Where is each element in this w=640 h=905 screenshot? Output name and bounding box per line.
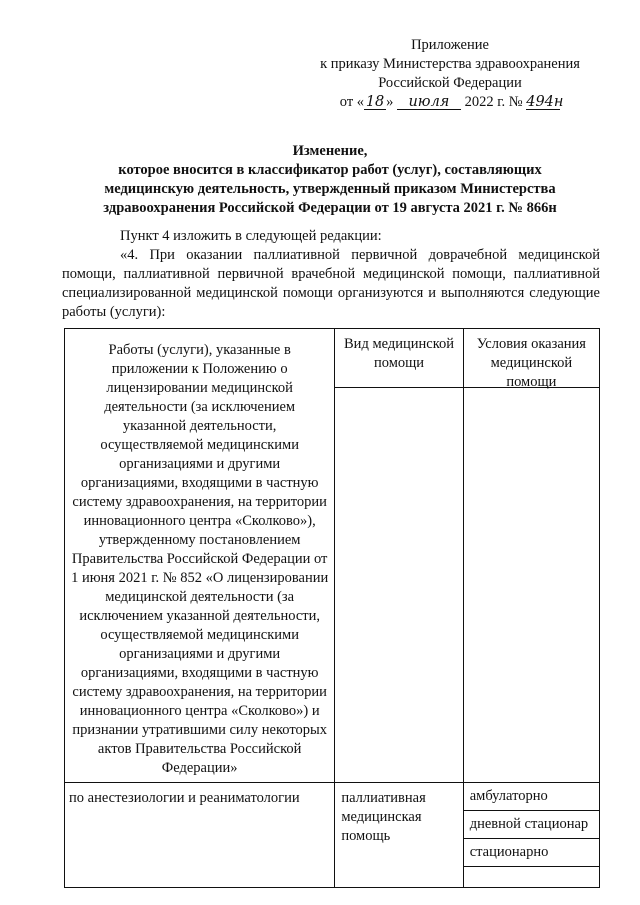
row-type-text: паллиативная медицинская помощь <box>341 790 426 844</box>
header-works-text: Работы (услуги), указанные в приложении к Положению о лицензировании медицинской деятельности (за исключением указанной деятельности, осуществляемой медицинскими организациями и другими организациями, входящими в частную систему здравоохранения, на территории инновационного центра «Сколково»), утвержденному постановлением Правительства Российской Федерации от 1 июня 2021 г. № 852 «О лицензировании медицинской деятельности (за исключением указанной деятельности, осуществляемой медицинскими организациями и другими организациями, входящими в частную систему здравоохранения, на территории инновационного центра «Сколково») и признании утратившими силу некоторых актов Правительства Российской Федерации» <box>71 342 329 776</box>
row-work-cell <box>65 783 335 888</box>
condition-inpatient: стационарно <box>469 844 549 860</box>
handwritten-month: июля <box>397 95 461 110</box>
table-row <box>65 783 600 811</box>
paragraph-intro: Пункт 4 изложить в следующей редакции: <box>120 228 382 244</box>
document-title <box>60 142 600 218</box>
table-header-row <box>65 329 600 783</box>
condition-cell-1 <box>463 783 599 811</box>
title-line-4: здравоохранения Российской Федерации от 19 августа 2021 г. № 866н <box>103 200 557 216</box>
header-cell-works <box>65 329 335 783</box>
appendix-block <box>300 36 600 112</box>
condition-cell-empty <box>463 867 599 888</box>
appendix-title: Приложение <box>411 37 489 53</box>
condition-cell-2 <box>463 811 599 839</box>
year-text: 2022 г. № <box>464 94 523 110</box>
appendix-country: Российской Федерации <box>378 75 522 91</box>
order-date-line <box>300 93 600 112</box>
condition-ambulatory: амбулаторно <box>469 788 548 804</box>
header-cell-conditions <box>463 329 599 783</box>
condition-day-hospital: дневной стационар <box>469 816 589 832</box>
header-type-text: Вид медицинской помощи <box>344 336 455 371</box>
header-cell-type <box>335 329 463 783</box>
works-table <box>64 328 600 888</box>
header-type-box <box>335 329 462 388</box>
handwritten-order-number: 494н <box>526 94 564 110</box>
row-type-cell <box>335 783 463 888</box>
date-prefix: от « <box>339 94 365 110</box>
title-line-1: Изменение, <box>292 143 368 159</box>
title-line-3: медицинскую деятельность, утвержденный приказом Министерства <box>104 181 556 197</box>
handwritten-day: 18 <box>365 94 385 110</box>
header-conditions-box <box>464 329 599 388</box>
header-conditions-text: Условия оказания медицинской помощи <box>476 336 586 390</box>
condition-cell-3 <box>463 839 599 867</box>
paragraph-item-4: «4. При оказании паллиативной первичной доврачебной медицинской помощи, паллиативной первичной врачебной медицинской помощи, паллиативной специализированной медицинской помощи организуются и выполняются следующие работы (услуги): <box>62 247 600 320</box>
appendix-order-ref: к приказу Министерства здравоохранения <box>320 56 580 72</box>
date-mid: » <box>386 94 394 110</box>
row-work-text: по анестезиологии и реаниматологии <box>69 790 300 806</box>
title-line-2: которое вносится в классификатор работ (услуг), составляющих <box>118 162 542 178</box>
